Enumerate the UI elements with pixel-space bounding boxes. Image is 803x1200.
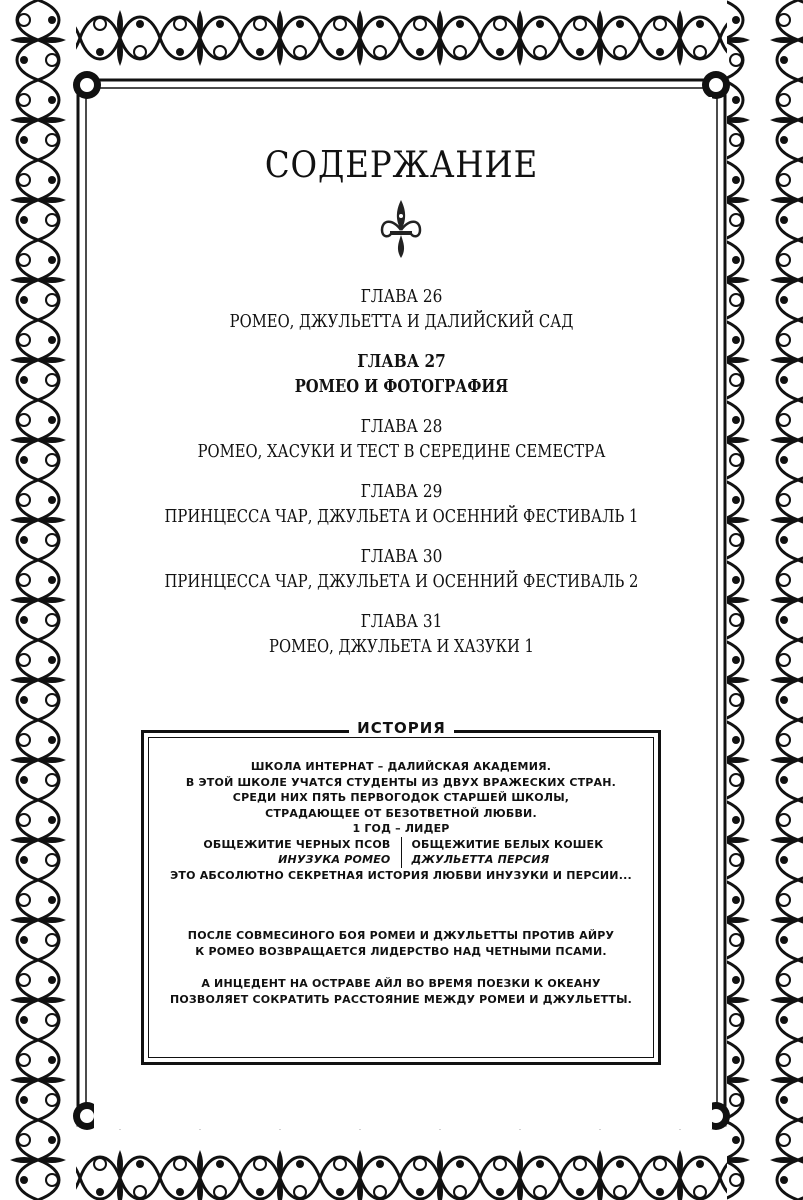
story-line: К РОМЕО ВОЗВРАЩАЕТСЯ ЛИДЕРСТВО НАД ЧЕТНЫМИ ПСАМИ.	[195, 944, 607, 958]
table-of-contents	[0, 285, 803, 675]
dorm-leader: ИНУЗУКА РОМЕО	[278, 853, 391, 866]
dorm-name: ОБЩЕЖИТИЕ БЕЛЫХ КОШЕК	[411, 837, 604, 851]
story-line: В ЭТОЙ ШКОЛЕ УЧАТСЯ СТУДЕНТЫ ИЗ ДВУХ ВРАЖЕСКИХ СТРАН.	[185, 775, 617, 789]
toc-entry-28	[0, 415, 803, 480]
toc-entry-27	[0, 350, 803, 415]
page-title: СОДЕРЖАНИЕ	[264, 145, 539, 186]
story-line: ПОЗВОЛЯЕТ СОКРАТИТЬ РАССТОЯНИЕ МЕЖДУ РОМЕИ И ДЖУЛЬЕТТЫ.	[169, 992, 633, 1006]
toc-entry-31	[0, 610, 803, 675]
chapter-title: РОМЕО, ДЖУЛЬЕТТА И ДАЛИЙСКИЙ САД	[229, 311, 574, 332]
chapter-title: ПРИНЦЕССА ЧАР, ДЖУЛЬЕТА И ОСЕННИЙ ФЕСТИВАЛЬ 1	[164, 506, 639, 527]
story-line: 1 ГОД – ЛИДЕР	[352, 822, 450, 835]
story-intro	[141, 759, 661, 883]
chapter-title: РОМЕО, ХАСУКИ И ТЕСТ В СЕРЕДИНЕ СЕМЕСТРА	[197, 441, 606, 462]
story-paragraph-2	[141, 928, 661, 959]
story-line: ПОСЛЕ СОВМЕСИНОГО БОЯ РОМЕИ И ДЖУЛЬЕТТЫ ПРОТИВ АЙРУ	[187, 929, 615, 942]
toc-entry-29	[0, 480, 803, 545]
dorm-name: ОБЩЕЖИТИЕ ЧЕРНЫХ ПСОВ	[203, 837, 391, 851]
dorm-white-cats	[402, 837, 612, 868]
toc-entry-30	[0, 545, 803, 610]
story-line: ШКОЛА ИНТЕРНАТ – ДАЛИЙСКАЯ АКАДЕМИЯ.	[250, 760, 552, 773]
story-label	[0, 718, 803, 737]
chapter-number: ГЛАВА 27	[357, 351, 446, 372]
story-paragraph-3	[141, 976, 661, 1007]
chapter-number: ГЛАВА 30	[360, 546, 443, 567]
fleur-de-lis-icon	[378, 198, 424, 260]
dorm-black-dogs	[191, 837, 402, 868]
toc-entry-26	[0, 285, 803, 350]
chapter-number: ГЛАВА 31	[360, 611, 443, 632]
story-line: А ИНЦЕДЕНТ НА ОСТРАВЕ АЙЛ ВО ВРЕМЯ ПОЕЗКИ К ОКЕАНУ	[201, 977, 601, 990]
dorm-columns	[141, 837, 661, 868]
chapter-number: ГЛАВА 28	[360, 416, 443, 437]
chapter-title: РОМЕО, ДЖУЛЬЕТА И ХАЗУКИ 1	[269, 636, 534, 657]
chapter-number: ГЛАВА 26	[360, 286, 443, 307]
chapter-number: ГЛАВА 29	[360, 481, 443, 502]
story-closing: ЭТО АБСОЛЮТНО СЕКРЕТНАЯ ИСТОРИЯ ЛЮБВИ ИНУЗУКИ И ПЕРСИИ...	[170, 868, 632, 882]
story-line: СРЕДИ НИХ ПЯТЬ ПЕРВОГОДОК СТАРШЕЙ ШКОЛЫ,	[232, 791, 570, 804]
chapter-title: ПРИНЦЕССА ЧАР, ДЖУЛЬЕТА И ОСЕННИЙ ФЕСТИВАЛЬ 2	[164, 571, 639, 592]
chapter-title: РОМЕО И ФОТОГРАФИЯ	[294, 376, 509, 397]
story-label-text: ИСТОРИЯ	[349, 719, 454, 737]
dorm-leader: ДЖУЛЬЕТТА ПЕРСИЯ	[411, 853, 550, 866]
story-line: СТРАДАЮЩЕЕ ОТ БЕЗОТВЕТНОЙ ЛЮБВИ.	[265, 806, 537, 820]
